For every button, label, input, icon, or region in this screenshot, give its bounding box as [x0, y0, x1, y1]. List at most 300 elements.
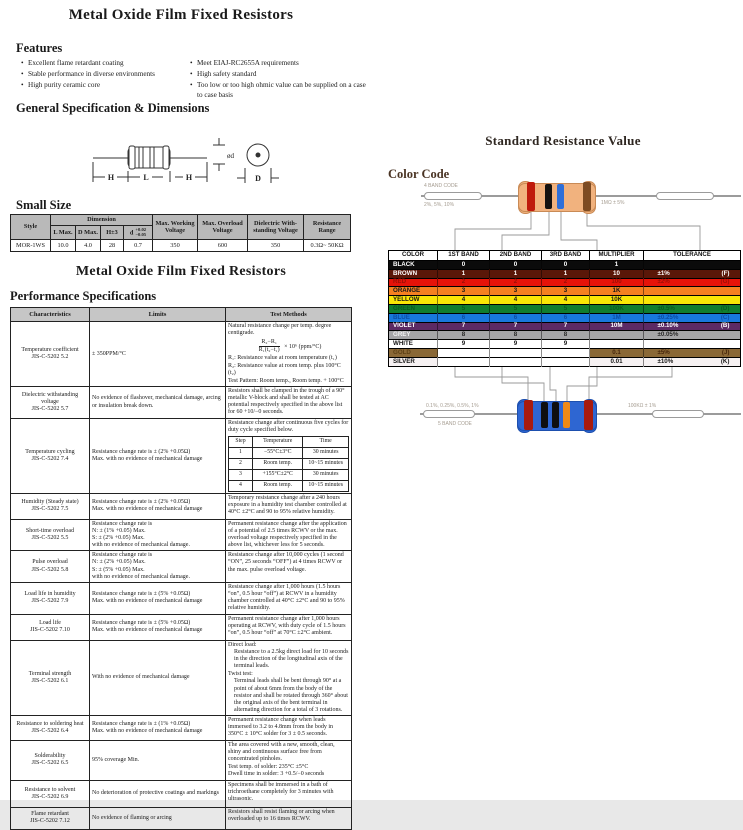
- method-line: Resistors shall be clamped in the trough of a 90° metallic V-block and shall be tested at AC potential respectively specified in the above list for 60 +10/−0 seconds.: [228, 388, 345, 416]
- method-line: The area covered with a new, smooth, clean, shiny and continuous surface free from concentrated pinholes.: [228, 742, 335, 763]
- small-size-heading: Small Size: [16, 198, 72, 212]
- col-dielectric: Dielectric With- standing Voltage: [248, 215, 304, 240]
- limits-line: N: ± (2% +0.05) Max.: [92, 559, 146, 566]
- color-code-row: [389, 357, 741, 366]
- characteristic-line: Dielectric withstanding voltage: [21, 391, 79, 405]
- color-name-cell: WHITE: [389, 340, 438, 349]
- steps-row: [229, 480, 349, 491]
- steps-cell: Room temp.: [253, 458, 303, 469]
- performance-row: [11, 418, 352, 493]
- band3-cell: 8: [542, 331, 590, 340]
- characteristic-cell: [11, 387, 90, 419]
- tolerance-cell: [644, 348, 741, 357]
- characteristic-line: Load life: [39, 619, 61, 626]
- features-heading: Features: [16, 41, 63, 55]
- characteristic-cell: [11, 582, 90, 614]
- steps-header-cell: Step: [229, 436, 253, 447]
- characteristic-line: JIS-C-5202 7.4: [31, 455, 69, 462]
- resistor5-band-black-2: [552, 402, 559, 428]
- col-tolerance: TOLERANCE: [644, 251, 741, 261]
- method-line: Direct load:: [228, 641, 257, 648]
- band1-cell: 0: [438, 261, 490, 270]
- characteristic-line: JIS-C-5202 7.10: [30, 627, 70, 634]
- method-line: Twist test:: [228, 670, 253, 677]
- band1-cell: [438, 357, 490, 366]
- steps-header-cell: Time: [303, 436, 349, 447]
- tolerance-cell: [644, 304, 741, 313]
- test-methods-cell: [226, 582, 352, 614]
- resistor4-note-bottom: 2%, 5%, 10%: [424, 202, 455, 208]
- characteristic-line: JIS-C-5202 6.9: [31, 793, 69, 800]
- method-line: Dwell time in solder: 3 +0.5/−0 seconds: [228, 771, 325, 778]
- characteristic-line: JIS-C-5202 6.4: [31, 728, 69, 735]
- limits-line: 95% coverage Min.: [92, 756, 140, 763]
- band2-cell: 6: [490, 313, 542, 322]
- resistor4-band-black: [545, 184, 552, 209]
- tolerance-value: ±5%: [657, 348, 670, 356]
- col-limits: Limits: [90, 308, 226, 322]
- limits-line: N: ± (1% +0.05) Max.: [92, 527, 146, 534]
- performance-heading: Performance Specifications: [10, 289, 157, 303]
- features-list-left: [21, 58, 189, 90]
- dim-label-l: L: [143, 173, 149, 182]
- band1-cell: 9: [438, 340, 490, 349]
- limits-line: S: ± (2% +0.05) Max.: [92, 535, 145, 541]
- limits-cell: [90, 614, 226, 640]
- performance-row: [11, 322, 352, 387]
- color-code-header-row: [389, 251, 741, 261]
- dim-label-h1: H: [107, 173, 115, 182]
- characteristic-line: Pulse overload: [32, 559, 68, 566]
- color-name-cell: BROWN: [389, 269, 438, 278]
- color-name-cell: GREY: [389, 331, 438, 340]
- steps-cell: Room temp.: [253, 480, 303, 491]
- characteristic-line: JIS-C-5202 7.12: [30, 818, 70, 825]
- page-title: Metal Oxide Film Fixed Resistors: [68, 7, 294, 23]
- limits-line: No evidence of flashover, mechanical damage, arcing or insulation break down.: [92, 395, 221, 409]
- steps-row: [229, 469, 349, 480]
- color-name-cell: GREEN: [389, 304, 438, 313]
- col-color: COLOR: [389, 251, 438, 261]
- resistor5-note-value: 100KΩ ± 1%: [628, 403, 657, 409]
- characteristic-line: JIS-C-5202 5.7: [31, 406, 69, 413]
- test-methods-cell: [226, 551, 352, 582]
- tolerance-cell: [644, 313, 741, 322]
- col-3rd-band: 3RD BAND: [542, 251, 590, 261]
- feature-item: • High purity ceramic core: [21, 80, 189, 91]
- method-line: Natural resistance change per temp. degree centigrade.: [228, 323, 332, 337]
- limits-line: Resistance change rate is ± (5% +0.05Ω): [92, 619, 191, 626]
- characteristic-cell: [11, 780, 90, 807]
- cell-dd: 0.7: [124, 240, 153, 252]
- band2-cell: 3: [490, 287, 542, 296]
- method-line: Permanent resistance change when leads immersed to 3.2 to 4.8mm from the body in 350°C ± 10°C solder for 3 ± 0.5 seconds.: [228, 717, 333, 738]
- characteristic-line: Solderability: [34, 753, 66, 760]
- resistor4-note-value: 1MΩ ± 5%: [601, 200, 625, 206]
- test-methods-cell: [226, 780, 352, 807]
- characteristic-line: JIS-C-5202 6.1: [31, 677, 69, 684]
- color-code-row: [389, 348, 741, 357]
- band3-cell: 9: [542, 340, 590, 349]
- characteristic-line: Temperature cycling: [25, 448, 75, 455]
- multiplier-cell: 1M: [590, 313, 644, 322]
- limits-cell: [90, 807, 226, 829]
- feature-item: • Too low or too high ohmic value can be supplied on a case to case basis: [190, 80, 372, 102]
- col-characteristics: Characteristics: [11, 308, 90, 322]
- performance-table: [10, 307, 352, 830]
- dim-label-h2: H: [185, 173, 193, 182]
- band1-cell: 7: [438, 322, 490, 331]
- limits-cell: [90, 493, 226, 519]
- formula-suffix: × 10⁶ (ppm/°C): [282, 343, 322, 350]
- feature-item: • Stable performance in diverse environments: [21, 69, 189, 80]
- tolerance-value: ±0.05%: [657, 331, 679, 339]
- limits-line: No deterioration of protective coatings and markings: [92, 790, 219, 797]
- band1-cell: 8: [438, 331, 490, 340]
- resistor5-note-top: 0.1%, 0.25%, 0.5%, 1%: [426, 403, 479, 409]
- limits-cell: [90, 387, 226, 419]
- limits-line: No evidence of flaming or arcing: [92, 814, 172, 821]
- limits-cell: [90, 322, 226, 387]
- steps-row: [229, 447, 349, 458]
- cell-range: 0.3Ω~ 50KΩ: [304, 240, 351, 252]
- limits-line: Resistance change rate is ± (5% +0.05Ω): [92, 591, 191, 598]
- resistor5-band-orange: [563, 402, 570, 428]
- multiplier-cell: 1K: [590, 287, 644, 296]
- characteristic-line: Terminal strength: [28, 670, 72, 677]
- steps-row: [229, 458, 349, 469]
- characteristic-line: JIS-C-5202 5.2: [31, 354, 69, 361]
- col-style: Style: [11, 215, 51, 240]
- test-methods-cell: [226, 519, 352, 551]
- resistor4-lead-break-right: [656, 192, 714, 200]
- tolerance-cell: [644, 322, 741, 331]
- band2-cell: 5: [490, 304, 542, 313]
- steps-cell: 2: [229, 458, 253, 469]
- characteristic-cell: [11, 640, 90, 716]
- steps-cell: +155°C±2°C: [253, 469, 303, 480]
- limits-line: with no evidence of mechanical damage.: [92, 542, 190, 549]
- resistor4-band-red: [527, 182, 535, 211]
- tolerance-cell: [644, 261, 741, 270]
- characteristic-line: JIS-C-5202 6.5: [31, 760, 69, 767]
- method-line: Resistance change after continuous five cycles for duty cycle specified below.: [228, 419, 349, 434]
- cell-style: MOR-1WS: [11, 240, 51, 252]
- multiplier-cell: 1: [590, 261, 644, 270]
- resistor5-band-black-1: [541, 402, 548, 428]
- tolerance-cell: [644, 269, 741, 278]
- method-line-indented: Resistance to a 2.5kg direct load for 10 seconds in the direction of the longitudinal axis of the terminal leads.: [234, 649, 349, 670]
- test-methods-cell: [226, 741, 352, 781]
- col-h: H±3: [101, 226, 124, 240]
- steps-cell: 1: [229, 447, 253, 458]
- col-dimension: Dimension: [51, 215, 153, 226]
- band2-cell: 1: [490, 269, 542, 278]
- test-methods-cell: [226, 493, 352, 519]
- color-code-label: Color Code: [388, 167, 450, 181]
- method-line: Permanent resistance change after the application of a potential of 2.5 times RCWV or the max. overload voltage respectively specified in the above list, whichever less for 5 seconds.: [228, 520, 347, 548]
- multiplier-cell: 0.01: [590, 357, 644, 366]
- method-line: Resistance change after 1,000 hours (1.5 hours “on”, 0.5 hour “off”) at RCWV in a humidity chamber controlled at 40°C ±2°C and 90 to 95% relative humidity.: [228, 583, 345, 611]
- limits-line: Resistance change rate is: [92, 520, 153, 527]
- test-methods-cell: [226, 807, 352, 829]
- band1-cell: 3: [438, 287, 490, 296]
- tolerance-value: ±0.10%: [657, 322, 679, 330]
- cell-h: 28: [101, 240, 124, 252]
- color-code-row: [389, 287, 741, 296]
- tolerance-code: (D): [720, 304, 730, 312]
- limits-cell: [90, 716, 226, 741]
- steps-header-cell: Temperature: [253, 436, 303, 447]
- limits-cell: [90, 519, 226, 551]
- limits-cell: [90, 741, 226, 781]
- method-line: Resistors shall resist flaming or arcing when overloaded up to 16 times RCWV.: [228, 808, 335, 823]
- resistor5-note-bottom: 5 BAND CODE: [438, 421, 472, 427]
- color-code-table: [388, 250, 741, 367]
- steps-cell: 3: [229, 469, 253, 480]
- color-code-row: [389, 331, 741, 340]
- multiplier-cell: 10M: [590, 322, 644, 331]
- limits-line: Max. with no evidence of mechanical damage: [92, 455, 203, 462]
- characteristic-cell: [11, 322, 90, 387]
- limits-line: Max. with no evidence of mechanical damage: [92, 598, 203, 605]
- cell-dielectric: 350: [248, 240, 304, 252]
- tolerance-value: ±1%: [657, 269, 670, 277]
- col-resistance-range: Resistance Range: [304, 215, 351, 240]
- performance-header-row: [11, 308, 352, 322]
- col-d-max: D Max.: [76, 226, 101, 240]
- characteristic-line: JIS-C-5202 5.5: [31, 535, 69, 541]
- multiplier-cell: [590, 331, 644, 340]
- band2-cell: 2: [490, 278, 542, 287]
- tolerance-code: (J): [721, 348, 730, 356]
- method-line: Resistance change after 10,000 cycles (1 second “ON”, 25 seconds “OFF”) at 4 times RCWV or the max. pulse overload voltage.: [228, 552, 344, 573]
- color-name-cell: BLUE: [389, 313, 438, 322]
- temperature-cycle-table: [228, 436, 349, 492]
- method-line: R₂: Resistance value at room temp. plus 100°C (t₂): [228, 362, 341, 376]
- color-name-cell: YELLOW: [389, 296, 438, 305]
- resistor4-band-blue: [557, 184, 564, 209]
- steps-cell: 10~15 minutes: [303, 458, 349, 469]
- method-line: Test temp. of solder: 235°C ±5°C: [228, 763, 309, 770]
- limits-line: with no evidence of mechanical damage.: [92, 573, 190, 580]
- limits-cell: [90, 551, 226, 582]
- tolerance-value: ±10%: [657, 357, 674, 365]
- performance-row: [11, 519, 352, 551]
- performance-row: [11, 640, 352, 716]
- color-code-row: [389, 278, 741, 287]
- limits-cell: [90, 640, 226, 716]
- band1-cell: 2: [438, 278, 490, 287]
- characteristic-line: Temperature coefficient: [21, 346, 79, 353]
- formula-numerator: R₂−R₁: [261, 338, 277, 345]
- steps-cell: 4: [229, 480, 253, 491]
- test-methods-cell: [226, 716, 352, 741]
- tolerance-code: (G): [720, 278, 730, 286]
- col-working-voltage: Max. Working Voltage: [153, 215, 198, 240]
- band2-cell: 7: [490, 322, 542, 331]
- performance-row: [11, 551, 352, 582]
- features-list-right: [190, 58, 372, 101]
- band2-cell: [490, 348, 542, 357]
- resistor4-band-brown: [583, 182, 591, 211]
- color-code-row: [389, 340, 741, 349]
- characteristic-cell: [11, 807, 90, 829]
- resistor4-lead-break-left: [424, 192, 482, 200]
- performance-row: [11, 582, 352, 614]
- steps-header-row: [229, 436, 349, 447]
- color-code-row: [389, 261, 741, 270]
- limits-line: With no evidence of mechanical damage: [92, 674, 190, 681]
- tolerance-value: ±0.25%: [657, 313, 679, 321]
- characteristic-line: Load life in humidity: [24, 591, 76, 598]
- formula-fraction: [259, 339, 280, 354]
- band1-cell: 6: [438, 313, 490, 322]
- band1-cell: 5: [438, 304, 490, 313]
- small-size-data-row: [11, 240, 351, 252]
- band3-cell: 2: [542, 278, 590, 287]
- dim-label-lead-dia: ød: [227, 152, 234, 160]
- band3-cell: 1: [542, 269, 590, 278]
- method-line: Test Pattern: Room temp., Room temp. + 100°C: [228, 377, 344, 384]
- limits-cell: [90, 418, 226, 493]
- method-line-indented: Terminal leads shall be bent through 90° at a point of about 6mm from the body of the resistor and shall be rotated through 360° about the original axis of the bent terminal in alternating direction for a total of 3 rotations.: [234, 678, 348, 713]
- resistor4-note-top: 4 BAND CODE: [424, 183, 458, 189]
- characteristic-cell: [11, 716, 90, 741]
- small-size-table: [10, 214, 351, 252]
- formula: [228, 339, 349, 354]
- characteristic-line: Resistance to solvent: [24, 786, 76, 793]
- band3-cell: [542, 348, 590, 357]
- test-methods-cell: [226, 322, 352, 387]
- limits-line: ± 350PPM/°C: [92, 350, 126, 357]
- performance-row: [11, 387, 352, 419]
- multiplier-cell: 0.1: [590, 348, 644, 357]
- limits-line: Resistance change rate is: [92, 552, 153, 559]
- color-name-cell: BLACK: [389, 261, 438, 270]
- limits-line: Resistance change rate is ± (2% +0.05Ω): [92, 499, 191, 506]
- color-code-row: [389, 313, 741, 322]
- col-l-max: L Max.: [51, 226, 76, 240]
- section-title: Metal Oxide Film Fixed Resistors: [75, 264, 287, 279]
- characteristic-line: JIS-C-5202 7.9: [31, 598, 69, 605]
- test-methods-cell: [226, 387, 352, 419]
- cell-working: 350: [153, 240, 198, 252]
- characteristic-line: Flame retardant: [31, 811, 69, 818]
- formula-denominator: R₁(t₂−t₁): [258, 346, 280, 353]
- tolerance-value: ±0.5%: [657, 304, 675, 312]
- feature-item: • High safety standard: [190, 69, 372, 80]
- tolerance-code: (B): [720, 322, 730, 330]
- tolerance-cell: [644, 357, 741, 366]
- band3-cell: 6: [542, 313, 590, 322]
- color-code-row: [389, 296, 741, 305]
- limits-cell: [90, 780, 226, 807]
- limits-line: Max. with no evidence of mechanical damage: [92, 728, 203, 735]
- characteristic-cell: [11, 741, 90, 781]
- characteristic-cell: [11, 614, 90, 640]
- limits-line: Max. with no evidence of mechanical damage: [92, 506, 203, 513]
- color-name-cell: ORANGE: [389, 287, 438, 296]
- limits-line: Resistance change rate is ± (2% +0.05Ω): [92, 448, 191, 455]
- test-methods-cell: [226, 640, 352, 716]
- color-name-cell: SILVER: [389, 357, 438, 366]
- band2-cell: 4: [490, 296, 542, 305]
- tolerance-cell: [644, 331, 741, 340]
- resistor5-lead-break-left: [423, 410, 475, 418]
- multiplier-cell: 10: [590, 269, 644, 278]
- band1-cell: 4: [438, 296, 490, 305]
- performance-row: [11, 741, 352, 781]
- band3-cell: [542, 357, 590, 366]
- steps-cell: −55°C±3°C: [253, 447, 303, 458]
- band2-cell: 8: [490, 331, 542, 340]
- col-multiplier: MULTIPLIER: [590, 251, 644, 261]
- characteristic-line: JIS-C-5202 5.8: [31, 566, 69, 573]
- band3-cell: 0: [542, 261, 590, 270]
- test-methods-cell: [226, 418, 352, 493]
- performance-row: [11, 780, 352, 807]
- dimensions-diagram: [55, 128, 295, 196]
- characteristic-line: JIS-C-5202 7.5: [31, 506, 69, 513]
- feature-item: • Meet EIAJ-RC2655A requirements: [190, 58, 372, 69]
- steps-cell: 30 minutes: [303, 447, 349, 458]
- col-test-methods: Test Methods: [226, 308, 352, 322]
- performance-row: [11, 807, 352, 829]
- col-overload-voltage: Max. Overload Voltage: [198, 215, 248, 240]
- cell-l: 10.0: [51, 240, 76, 252]
- steps-cell: 30 minutes: [303, 469, 349, 480]
- characteristic-line: Resistance to soldering heat: [16, 721, 84, 728]
- method-line: R₁: Resistance value at room temperature (t₁): [228, 355, 337, 362]
- multiplier-cell: [590, 340, 644, 349]
- method-line: Permanent resistance change after 1,000 hours operating at RCWV, with duty cycle of 1.5 hours “on”, 0.5 hour “off” at 70°C ±2°C ambient.: [228, 615, 346, 636]
- cell-overload: 600: [198, 240, 248, 252]
- multiplier-cell: 10K: [590, 296, 644, 305]
- cell-d: 4.0: [76, 240, 101, 252]
- tolerance-value: ±2%: [657, 278, 670, 286]
- characteristic-cell: [11, 519, 90, 551]
- band1-cell: 1: [438, 269, 490, 278]
- tolerance-cell: [644, 278, 741, 287]
- dim-label-body-dia: D: [255, 174, 261, 183]
- tolerance-code: (C): [720, 313, 730, 321]
- band3-cell: 5: [542, 304, 590, 313]
- tolerance-code: (F): [721, 269, 730, 277]
- band1-cell: [438, 348, 490, 357]
- limits-line: Resistance change rate is ± (1% +0.05Ω): [92, 721, 191, 728]
- col-d-lead: d +0.02 −0.05: [124, 226, 153, 240]
- standard-resistance-title: Standard Resistance Value: [485, 133, 641, 148]
- performance-row: [11, 716, 352, 741]
- tolerance-cell: [644, 296, 741, 305]
- feature-item: • Excellent flame retardant coating: [21, 58, 189, 69]
- characteristic-cell: [11, 493, 90, 519]
- color-code-row: [389, 304, 741, 313]
- color-name-cell: VIOLET: [389, 322, 438, 331]
- band2-cell: [490, 357, 542, 366]
- limits-cell: [90, 582, 226, 614]
- color-name-cell: GOLD: [389, 348, 438, 357]
- col-2nd-band: 2ND BAND: [490, 251, 542, 261]
- method-line: Specimens shall be immersed in a bath of trichroethane completely for 3 minutes with ultrasonic.: [228, 781, 334, 803]
- method-line: Temporary resistance change after a 240 hours exposure in a humidity test chamber controlled at 40°C ±2°C and 90 to 95% relative humidity.: [228, 494, 347, 515]
- band3-cell: 4: [542, 296, 590, 305]
- resistor5-lead-break-right: [652, 410, 704, 418]
- resistor5-band-red: [524, 400, 533, 430]
- color-name-cell: RED: [389, 278, 438, 287]
- characteristic-cell: [11, 418, 90, 493]
